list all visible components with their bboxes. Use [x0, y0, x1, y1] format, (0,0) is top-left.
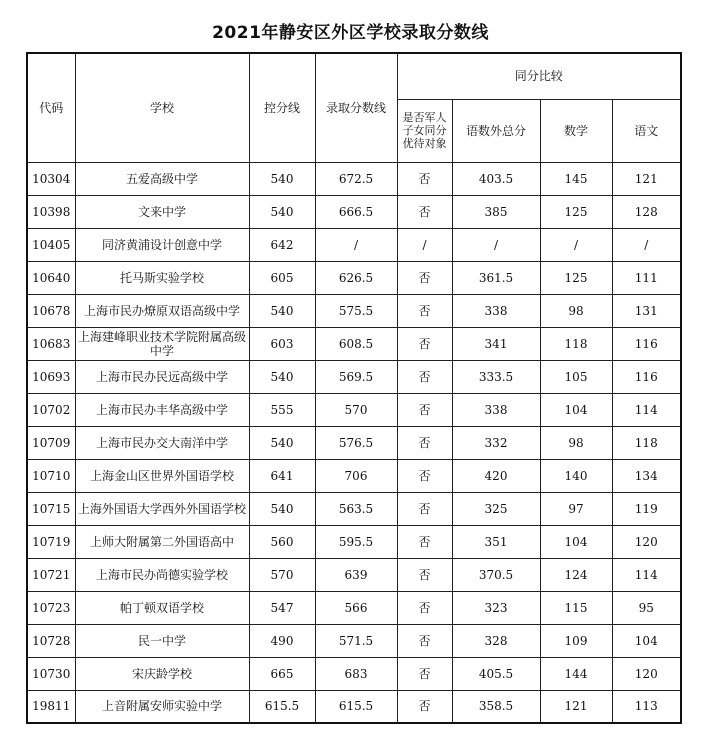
cell-total: 405.5: [452, 657, 540, 690]
cell-code: 10721: [27, 558, 75, 591]
cell-code: 10730: [27, 657, 75, 690]
cell-total: 385: [452, 195, 540, 228]
cell-school: 帕丁顿双语学校: [75, 591, 249, 624]
cell-control: 540: [249, 195, 315, 228]
cell-military: 否: [397, 195, 452, 228]
cell-military: 否: [397, 459, 452, 492]
cell-math: 105: [540, 360, 612, 393]
header-math: 数学: [540, 99, 612, 162]
cell-chinese: 114: [612, 558, 681, 591]
cell-math: 124: [540, 558, 612, 591]
table-row: [27, 294, 681, 327]
cell-chinese: 131: [612, 294, 681, 327]
admission-score-table: [26, 52, 682, 724]
cell-school: 上海金山区世界外国语学校: [75, 459, 249, 492]
cell-chinese: /: [612, 228, 681, 261]
cell-code: 10719: [27, 525, 75, 558]
cell-chinese: 121: [612, 162, 681, 195]
cell-math: 140: [540, 459, 612, 492]
cell-chinese: 118: [612, 426, 681, 459]
cell-math: 104: [540, 525, 612, 558]
table-row: [27, 624, 681, 657]
cell-admission: /: [315, 228, 397, 261]
cell-military: 否: [397, 360, 452, 393]
cell-control: 641: [249, 459, 315, 492]
table-row: [27, 690, 681, 723]
cell-chinese: 111: [612, 261, 681, 294]
cell-total: 323: [452, 591, 540, 624]
cell-military: 否: [397, 426, 452, 459]
cell-total: 370.5: [452, 558, 540, 591]
cell-total: 341: [452, 327, 540, 360]
header-admission-line: 录取分数线: [315, 53, 397, 162]
header-school: 学校: [75, 53, 249, 162]
cell-military: 否: [397, 492, 452, 525]
cell-total: 328: [452, 624, 540, 657]
cell-military: 否: [397, 393, 452, 426]
cell-code: 10678: [27, 294, 75, 327]
cell-control: 540: [249, 360, 315, 393]
cell-math: 121: [540, 690, 612, 723]
cell-total: 333.5: [452, 360, 540, 393]
cell-admission: 569.5: [315, 360, 397, 393]
cell-admission: 566: [315, 591, 397, 624]
cell-control: 540: [249, 492, 315, 525]
table-row: [27, 360, 681, 393]
table-row: [27, 426, 681, 459]
cell-code: 10683: [27, 327, 75, 360]
table-row: [27, 327, 681, 360]
cell-school: 文来中学: [75, 195, 249, 228]
cell-control: 642: [249, 228, 315, 261]
cell-total: 338: [452, 393, 540, 426]
cell-chinese: 120: [612, 657, 681, 690]
table-row: [27, 393, 681, 426]
cell-chinese: 128: [612, 195, 681, 228]
cell-total: 325: [452, 492, 540, 525]
header-code: 代码: [27, 53, 75, 162]
cell-chinese: 95: [612, 591, 681, 624]
cell-control: 490: [249, 624, 315, 657]
cell-math: 145: [540, 162, 612, 195]
cell-school: 上海市民办民远高级中学: [75, 360, 249, 393]
cell-total: 338: [452, 294, 540, 327]
cell-chinese: 113: [612, 690, 681, 723]
cell-math: 97: [540, 492, 612, 525]
cell-school: 五爱高级中学: [75, 162, 249, 195]
table-row: [27, 459, 681, 492]
cell-school: 上音附属安师实验中学: [75, 690, 249, 723]
cell-military: 否: [397, 624, 452, 657]
cell-school: 民一中学: [75, 624, 249, 657]
cell-school: 上海建峰职业技术学院附属高级中学: [75, 327, 249, 360]
cell-code: 10304: [27, 162, 75, 195]
cell-math: 125: [540, 195, 612, 228]
cell-control: 540: [249, 294, 315, 327]
cell-total: 420: [452, 459, 540, 492]
cell-control: 540: [249, 162, 315, 195]
cell-chinese: 119: [612, 492, 681, 525]
cell-math: 118: [540, 327, 612, 360]
cell-school: 上海市民办尚德实验学校: [75, 558, 249, 591]
table-row: [27, 591, 681, 624]
cell-admission: 575.5: [315, 294, 397, 327]
cell-admission: 570: [315, 393, 397, 426]
cell-code: 10693: [27, 360, 75, 393]
cell-chinese: 120: [612, 525, 681, 558]
cell-admission: 639: [315, 558, 397, 591]
header-total-score: 语数外总分: [452, 99, 540, 162]
cell-school: 上师大附属第二外国语高中: [75, 525, 249, 558]
cell-school: 上海市民办燎原双语高级中学: [75, 294, 249, 327]
table-row: [27, 558, 681, 591]
cell-control: 665: [249, 657, 315, 690]
table-row: [27, 657, 681, 690]
cell-school: 同济黄浦设计创意中学: [75, 228, 249, 261]
cell-chinese: 114: [612, 393, 681, 426]
cell-control: 603: [249, 327, 315, 360]
cell-school: 宋庆龄学校: [75, 657, 249, 690]
cell-admission: 672.5: [315, 162, 397, 195]
cell-code: 19811: [27, 690, 75, 723]
table-row: [27, 228, 681, 261]
cell-code: 10398: [27, 195, 75, 228]
cell-code: 10728: [27, 624, 75, 657]
cell-math: 125: [540, 261, 612, 294]
cell-total: 332: [452, 426, 540, 459]
cell-military: /: [397, 228, 452, 261]
cell-code: 10723: [27, 591, 75, 624]
cell-military: 否: [397, 525, 452, 558]
header-control-line: 控分线: [249, 53, 315, 162]
cell-military: 否: [397, 162, 452, 195]
cell-admission: 595.5: [315, 525, 397, 558]
cell-math: 104: [540, 393, 612, 426]
cell-military: 否: [397, 591, 452, 624]
cell-math: 115: [540, 591, 612, 624]
cell-admission: 576.5: [315, 426, 397, 459]
cell-chinese: 104: [612, 624, 681, 657]
cell-math: 109: [540, 624, 612, 657]
table-row: [27, 525, 681, 558]
cell-control: 555: [249, 393, 315, 426]
cell-school: 上海市民办丰华高级中学: [75, 393, 249, 426]
cell-math: /: [540, 228, 612, 261]
cell-chinese: 134: [612, 459, 681, 492]
cell-military: 否: [397, 690, 452, 723]
cell-military: 否: [397, 558, 452, 591]
cell-chinese: 116: [612, 327, 681, 360]
cell-code: 10710: [27, 459, 75, 492]
cell-admission: 571.5: [315, 624, 397, 657]
cell-code: 10702: [27, 393, 75, 426]
cell-admission: 683: [315, 657, 397, 690]
cell-math: 144: [540, 657, 612, 690]
cell-control: 605: [249, 261, 315, 294]
table-row: [27, 162, 681, 195]
cell-control: 560: [249, 525, 315, 558]
cell-code: 10405: [27, 228, 75, 261]
cell-military: 否: [397, 261, 452, 294]
table-row: [27, 261, 681, 294]
cell-total: /: [452, 228, 540, 261]
cell-admission: 626.5: [315, 261, 397, 294]
cell-admission: 706: [315, 459, 397, 492]
cell-admission: 563.5: [315, 492, 397, 525]
cell-military: 否: [397, 657, 452, 690]
cell-code: 10640: [27, 261, 75, 294]
cell-math: 98: [540, 294, 612, 327]
cell-admission: 608.5: [315, 327, 397, 360]
cell-military: 否: [397, 294, 452, 327]
cell-control: 547: [249, 591, 315, 624]
cell-total: 358.5: [452, 690, 540, 723]
cell-school: 托马斯实验学校: [75, 261, 249, 294]
table-row: [27, 195, 681, 228]
cell-military: 否: [397, 327, 452, 360]
cell-control: 615.5: [249, 690, 315, 723]
cell-total: 351: [452, 525, 540, 558]
header-military-priority: 是否军人子女同分优待对象: [397, 99, 452, 162]
table-body: [27, 162, 681, 723]
cell-admission: 666.5: [315, 195, 397, 228]
cell-control: 540: [249, 426, 315, 459]
header-chinese: 语文: [612, 99, 681, 162]
cell-school: 上海市民办交大南洋中学: [75, 426, 249, 459]
header-tie-compare-group: 同分比较: [397, 53, 681, 99]
cell-code: 10709: [27, 426, 75, 459]
cell-math: 98: [540, 426, 612, 459]
table-row: [27, 492, 681, 525]
cell-school: 上海外国语大学西外外国语学校: [75, 492, 249, 525]
cell-total: 361.5: [452, 261, 540, 294]
page-title: 2021年静安区外区学校录取分数线: [212, 23, 489, 43]
cell-total: 403.5: [452, 162, 540, 195]
cell-admission: 615.5: [315, 690, 397, 723]
cell-chinese: 116: [612, 360, 681, 393]
cell-code: 10715: [27, 492, 75, 525]
cell-control: 570: [249, 558, 315, 591]
